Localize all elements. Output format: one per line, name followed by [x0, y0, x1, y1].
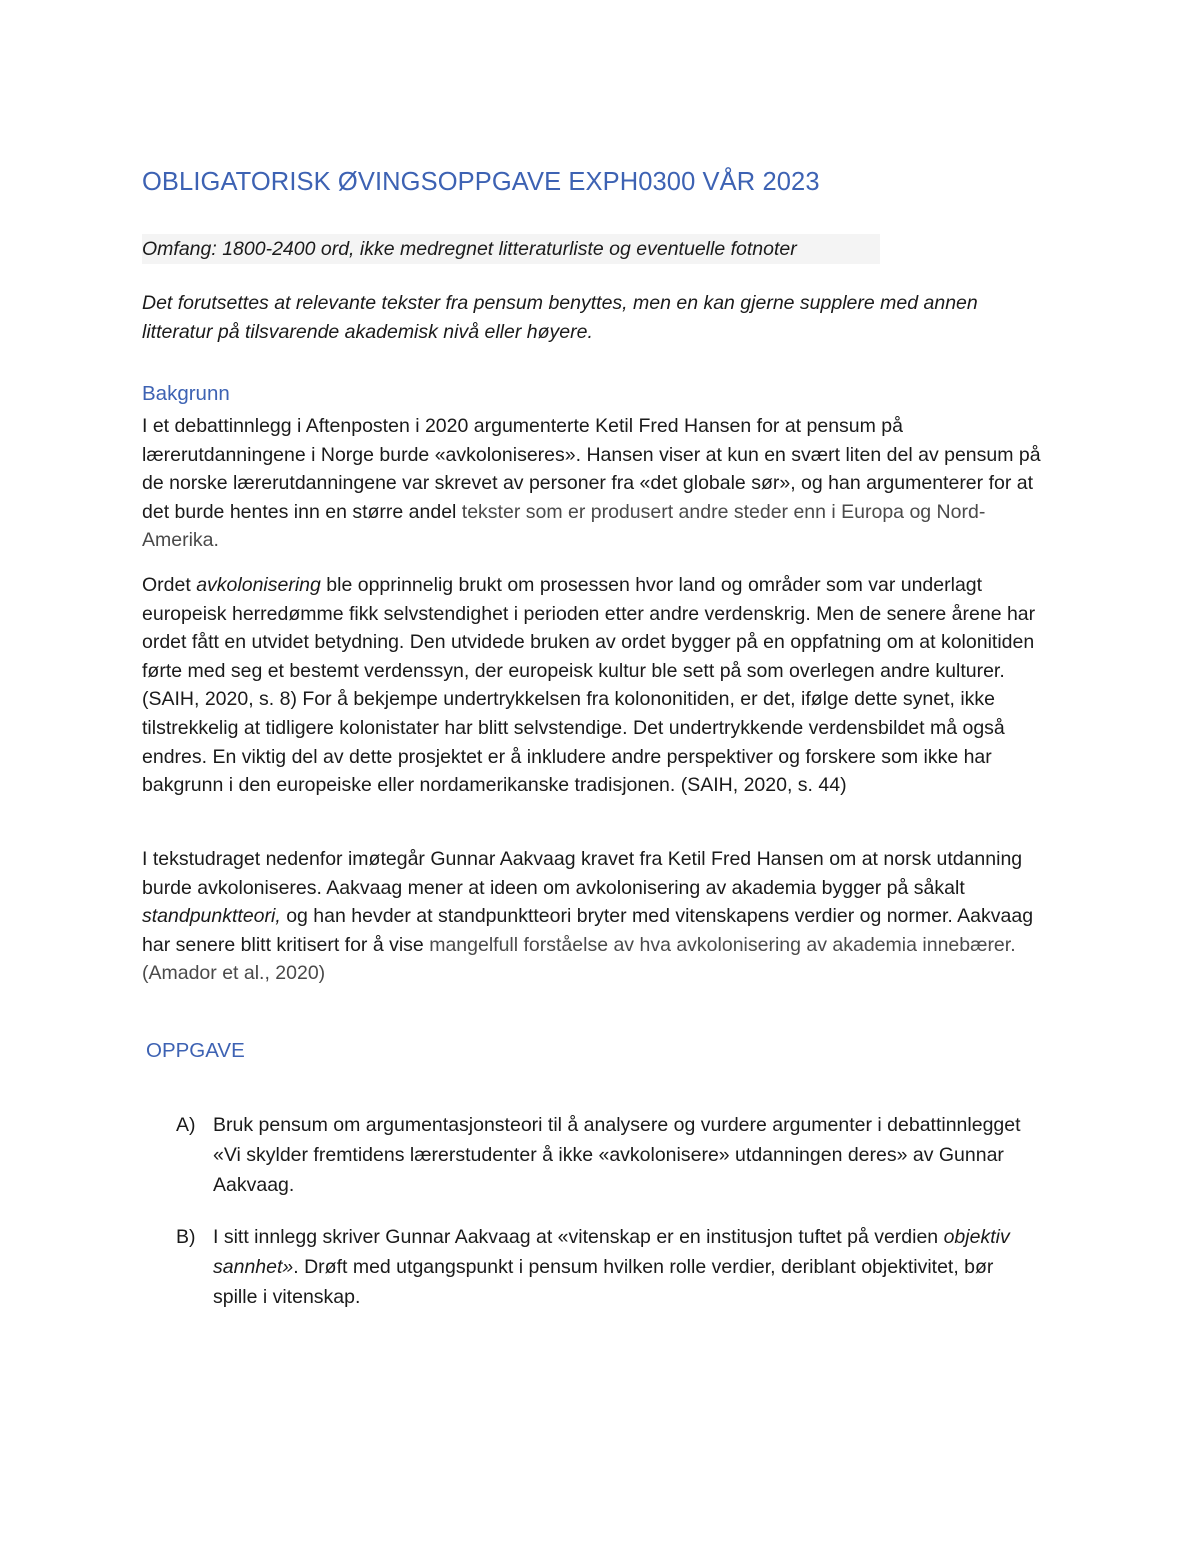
- task-text: Bruk pensum om argumentasjonsteori til å analysere og vurdere argumenter i debattinnlegget «Vi skylder fremtidens lærerstudenter å ikke «avkolonisere» utdanningen deres» av Gunnar Aakvaag.: [213, 1114, 1021, 1196]
- background-paragraph-3: [142, 845, 1062, 988]
- task-text: I sitt innlegg skriver Gunnar Aakvaag at «vitenskap er en institusjon tuftet på verdien: [213, 1226, 939, 1248]
- scope-text: Omfang: 1800-2400 ord, ikke medregnet litteraturliste og eventuelle fotnoter: [142, 238, 797, 260]
- task-label: A): [176, 1114, 196, 1136]
- background-paragraph-2: [142, 571, 1062, 800]
- scope-note: [142, 234, 880, 264]
- task-text-wrapper: [213, 1222, 1036, 1312]
- task-term: objektiv sannhet»: [213, 1226, 1010, 1278]
- literature-note: Det forutsettes at relevante tekster fra pensum benyttes, men en kan gjerne supplere med annen litteratur på tilsvarende akademisk nivå eller høyere.: [142, 292, 978, 343]
- task-item-b: [176, 1222, 1036, 1312]
- task-heading: OPPGAVE: [146, 1039, 245, 1062]
- p1-text-continued: tekster som er produsert andre steder enn i Europa og Nord-Amerika.: [142, 500, 986, 552]
- background-heading: Bakgrunn: [142, 382, 230, 405]
- p3-term: standpunktteori,: [142, 905, 281, 928]
- p2-text-start: Ordet: [142, 574, 191, 596]
- p2-term: avkolonisering: [196, 574, 321, 596]
- document-title: OBLIGATORISK ØVINGSOPPGAVE EXPH0300 VÅR 2023: [142, 168, 820, 196]
- task-item-a: [176, 1110, 1036, 1200]
- background-paragraph-1: [142, 412, 1062, 555]
- p1-text: I et debattinnlegg i Aftenposten i 2020 argumenterte Ketil Fred Hansen for at pensum på lærerutdanningene i Norge burde «avkoloniseres». Hansen viser at kun en svært liten del av pensum på de norske lærerutdanningene var skrevet av personer fra «det globale sør», og han argumenterer for at det burde hentes inn en større andel: [142, 415, 1041, 523]
- p3-text-start: I tekstudraget nedenfor imøtegår Gunnar Aakvaag kravet fra Ketil Fred Hansen om at norsk utdanning burde avkoloniseres. Aakvaag mener at ideen om avkolonisering av akademia bygger på såkalt: [142, 848, 1023, 899]
- p3-text: og han hevder at standpunktteori bryter med vitenskapens verdier og normer. Aakvaag har senere blitt kritisert for å vise: [142, 905, 1034, 956]
- task-label: B): [176, 1226, 196, 1248]
- task-text-end: . Drøft med utgangspunkt i pensum hvilken rolle verdier, deriblant objektivitet, bør spille i vitenskap.: [213, 1256, 994, 1308]
- p2-text: ble opprinnelig brukt om prosessen hvor land og områder som var underlagt europeisk herredømme fikk selvstendighet i perioden etter andre verdenskrig. Men de senere årene har ordet fått en utvidet betydning. Den utvidede bruken av ordet bygger på en oppfatning om at kolonitiden førte med seg et bestemt verdenssyn, der europeisk kultur ble sett på som overlegen andre kulturer. (SAIH, 2020, s. 8) For å bekjempe undertrykkelsen fra kolononitiden, er det, ifølge dette synet, ikke tilstrekkelig at tidligere kolonistater har blitt selvstendige. Det undertrykkende verdensbildet må også endres. En viktig del av dette prosjektet er å inkludere andre perspektiver og forskere som ikke har bakgrunn i den europeiske eller nordamerikanske tradisjonen. (SAIH, 2020, s. 44): [142, 574, 1036, 797]
- p3-text-end: mangelfull forståelse av hva avkolonisering av akademia innebærer. (Amador et al., 2020): [142, 933, 1016, 985]
